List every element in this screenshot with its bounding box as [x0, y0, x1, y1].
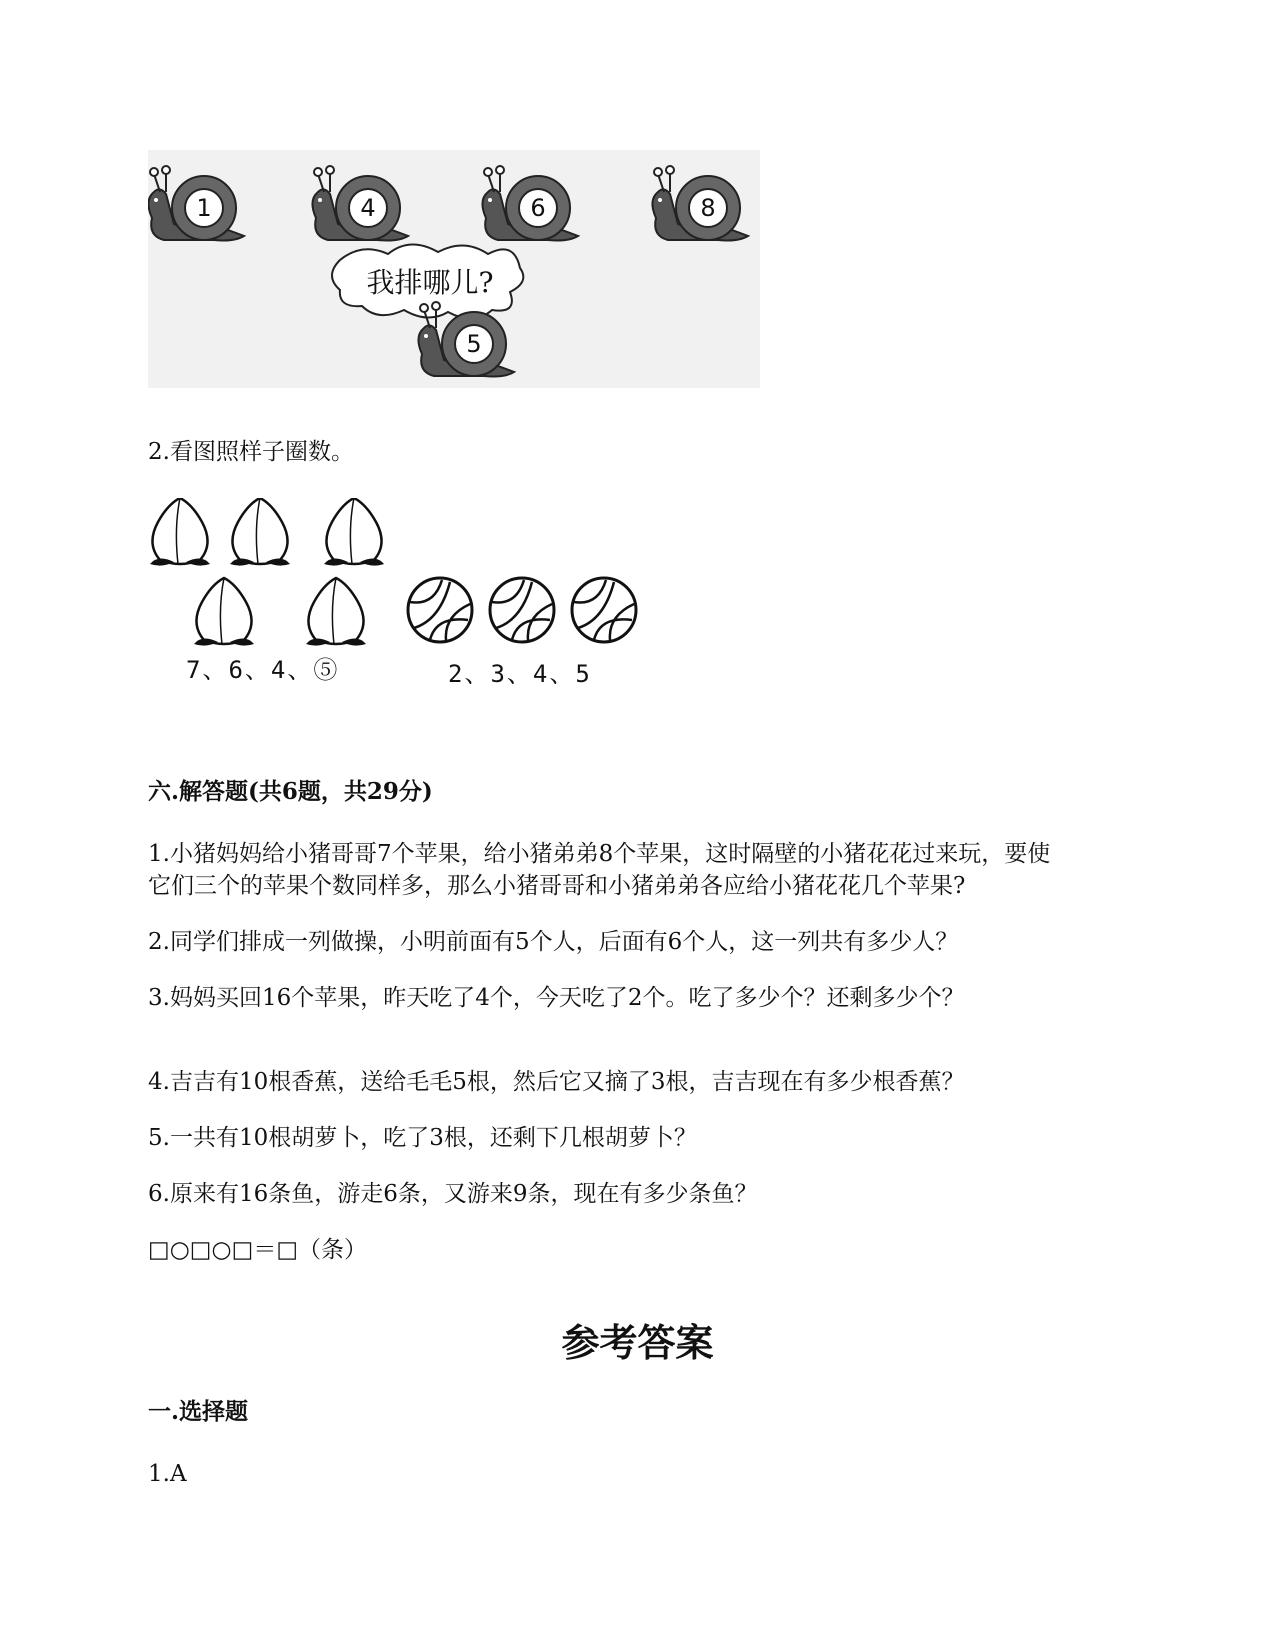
volleyball [572, 578, 636, 642]
snail-4 [312, 166, 408, 241]
snail-1-number: 1 [196, 194, 212, 222]
answer-section-1-heading: 一.选择题 [148, 1398, 249, 1425]
peach [194, 578, 254, 646]
peach [324, 498, 384, 566]
peach [230, 498, 290, 566]
snail-6 [482, 166, 578, 241]
volleyball [408, 578, 472, 642]
question-3: 3.妈妈买回16个苹果，昨天吃了4个，今天吃了2个。吃了多少个？还剩多少个？ [148, 985, 965, 1011]
section-6-heading: 六.解答题(共6题，共29分) [148, 778, 433, 805]
answer-1: 1.A [148, 1461, 187, 1487]
question-4: 4.吉吉有10根香蕉，送给毛毛5根，然后它又摘了3根，吉吉现在有多少根香蕉？ [148, 1069, 965, 1095]
answer-key-title: 参考答案 [561, 1320, 714, 1365]
snail-8-number: 8 [700, 194, 716, 222]
snail-ordering-figure [148, 150, 760, 388]
question-1-line-2: 它们三个的苹果个数同样多，那么小猪哥哥和小猪弟弟各应给小猪花花几个苹果? [148, 873, 966, 899]
peach-ball-figure [148, 498, 668, 712]
speech-bubble-text: 我排哪儿? [366, 266, 494, 299]
snail-5-number: 5 [466, 330, 482, 358]
q2-prompt: 2.看图照样子圈数。 [148, 439, 354, 465]
snail-1 [148, 166, 244, 241]
volleyball [490, 578, 554, 642]
question-5: 5.一共有10根胡萝卜，吃了3根，还剩下几根胡萝卜？ [148, 1125, 697, 1151]
question-6: 6.原来有16条鱼，游走6条，又游来9条，现在有多少条鱼？ [148, 1181, 758, 1207]
snail-4-number: 4 [360, 194, 376, 222]
snail-8 [652, 166, 748, 241]
question-6-formula: □○□○□＝□（条） [148, 1237, 368, 1263]
snail-6-number: 6 [530, 194, 546, 222]
snail-illustration [148, 150, 760, 388]
question-1-line-1: 1.小猪妈妈给小猪哥哥7个苹果，给小猪弟弟8个苹果，这时隔壁的小猪花花过来玩，要使 [148, 841, 1051, 867]
peach [150, 498, 210, 566]
peach-number-choices: 7、6、4、⑤ [186, 656, 340, 684]
question-2: 2.同学们排成一列做操，小明前面有5个人，后面有6个人，这一列共有多少人？ [148, 929, 959, 955]
ball-number-choices: 2、3、4、5 [448, 660, 592, 688]
peach [306, 578, 366, 646]
